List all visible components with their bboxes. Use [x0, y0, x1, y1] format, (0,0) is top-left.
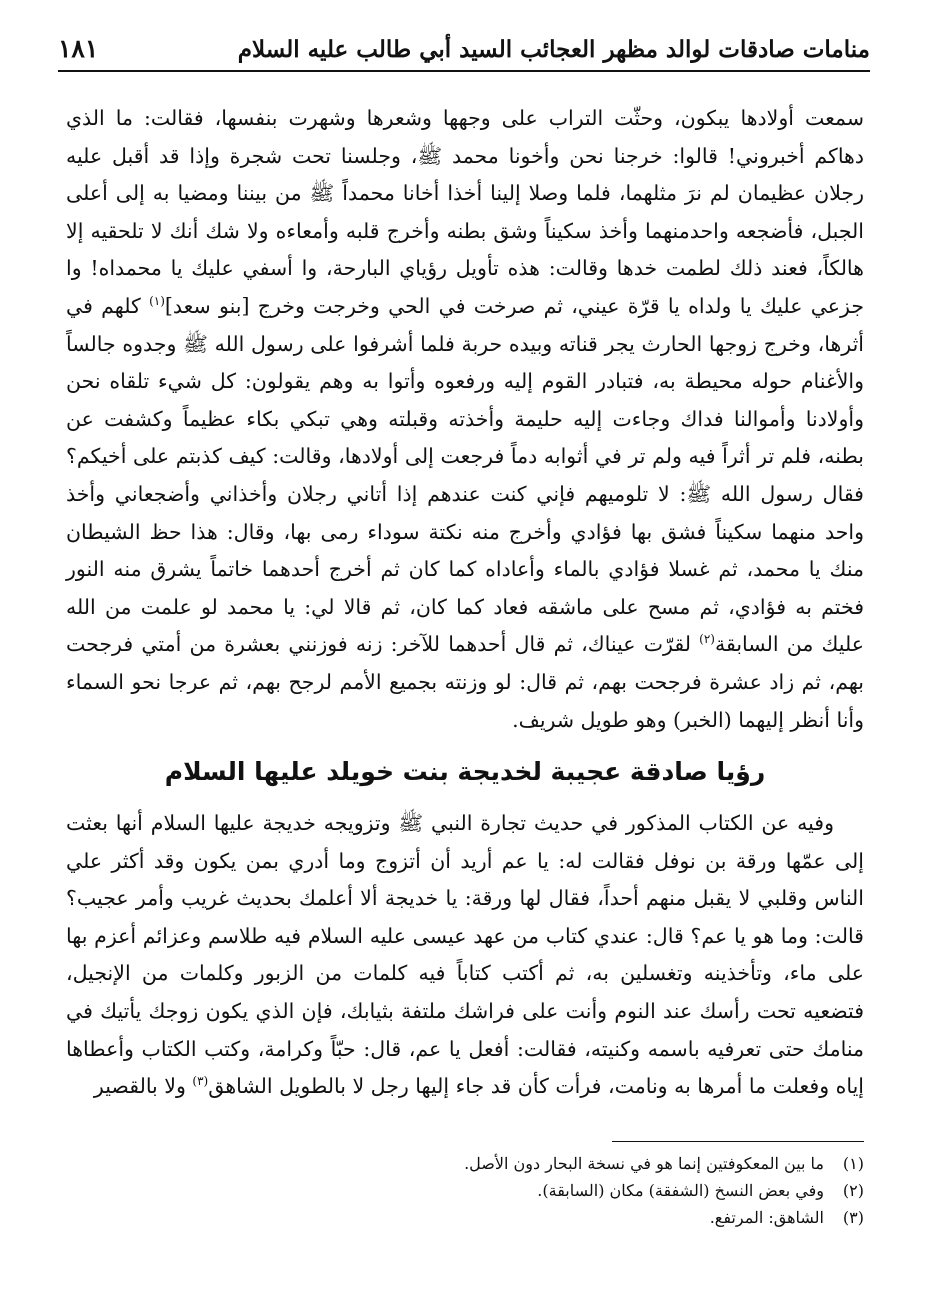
running-title: منامات صادقات لوالد مظهر العجائب السيد أبي طالب عليه السلام — [237, 36, 870, 63]
paragraph-2-end: ولا بالقصير — [93, 1074, 193, 1099]
footnotes — [66, 1150, 864, 1231]
footnote-text: وفي بعض النسخ (الشفقة) مكان (السابقة). — [537, 1181, 824, 1200]
page-number: ١٨١ — [58, 34, 99, 63]
footnote-item — [66, 1150, 864, 1177]
footnote-number: (٢) — [842, 1181, 864, 1200]
footnote-item — [66, 1204, 864, 1231]
paragraph-1 — [66, 100, 864, 739]
footnote-ref-3: (٣) — [192, 1074, 209, 1089]
main-text — [66, 100, 864, 1106]
footnote-ref-1: (١) — [149, 294, 165, 309]
page-header — [58, 28, 870, 72]
footnote-ref-2: (٢) — [699, 632, 715, 647]
paragraph-1-end: لقرّت عيناك، ثم قال أحدهما للآخر: زنه فوزنني بعشرة من أمتي فرجحت بهم، ثم زاد عشرة فرجحت بهم، ثم قال: لو وزنته بجميع الأمم لرجح بهم، ثم عرجا نحو السماء وأنا أنظر إليهما (الخبر) وهو طويل شريف. — [66, 632, 864, 732]
footnote-text: الشاهق: المرتفع. — [709, 1208, 824, 1227]
footnote-text: ما بين المعكوفتين إنما هو في نسخة البحار دون الأصل. — [464, 1154, 824, 1173]
footnote-number: (١) — [842, 1154, 864, 1173]
footnote-item — [66, 1177, 864, 1204]
paragraph-2 — [66, 805, 864, 1106]
paragraph-2-text: وفيه عن الكتاب المذكور في حديث تجارة النبي ﷺ وتزويجه خديجة عليها السلام أنها بعثت إلى عمّها ورقة بن نوفل فقالت له: يا عم أريد أن أتزوج وما أدري بمن يكون وقد أكثر علي الناس وقلبي لا يقبل منهم أحداً، فقال لها ورقة: يا خديجة ألا أعلمك بحديث غريب وأمر عجيب؟ قالت: وما هو يا عم؟ قال: عندي كتاب من عهد عيسى عليه السلام فيه طلاسم وعزائم أعزم بها على ماء، وتأخذينه وتغسلين به، ثم أكتب كتاباً فيه كلمات من الزبور وكلمات من الإنجيل، فتضعيه تحت رأسك عند النوم وأنت على فراشك ملتفة بثيابك، فإن الذي يكون زوجك يأتيك في منامك حتى تعرفيه باسمه وكنيته، فقالت: أفعل يا عم، قال: حبّاً وكرامة، وكتب الكتاب وأعطاها إياه وفعلت ما أمرها به ونامت، فرأت كأن قد جاء إليها رجل لا بالطويل الشاهق — [66, 811, 864, 1099]
paragraph-1-continued: كلهم في أثرها، وخرج زوجها الحارث يجر قناته وبيده حربة فلما أشرفوا على رسول الله ﷺ وجدوه جالساً والأغنام حوله محيطة به، فتبادر القوم إليه ورفعوه وأتوا به وهم يقولون: كل شيء تلقاه نحن وأولادنا وأموالنا فداك وجاءت إليه حليمة وأخذته وقبلته وهي تبكي بكاء عظيماً وكشفت عن بطنه، فلم تر أثراً فيه ولم تر في أثوابه دماً فرجعت إلى أولادها، وقالت: كيف كذبتم على أخيكم؟ فقال رسول الله ﷺ: لا تلوميهم فإني كنت عندهم إذا أتاني رجلان وأخذاني وأضجعاني وأخذ واحد منهما سكيناً فشق بها فؤادي وأخرج منه نكتة سوداء رمى بها، وقال: هذا حظ الشيطان منك يا محمد، ثم غسلا فؤادي بالماء وأعاداه كما كان ثم أخرج أحدهما خاتماً يشرق منه النور فختم به فؤادي، ثم مسح على ماشقه فعاد كما كان، ثم قالا لي: يا محمد لو علمت من الله عليك من السابقة — [66, 293, 864, 657]
section-heading: رؤيا صادقة عجيبة لخديجة بنت خويلد عليها السلام — [164, 757, 766, 787]
header-rule — [58, 70, 870, 72]
footnote-number: (٣) — [842, 1208, 864, 1227]
footnote-separator — [612, 1141, 864, 1142]
paragraph-1-text: سمعت أولادها يبكون، وحثّت التراب على وجهها وشعرها وشهرت بنفسها، فقالت: ما الذي دهاكم أخبروني! قالوا: خرجنا نحن وأخونا محمد ﷺ، وجلسنا تحت شجرة وإذا قد أقبل عليه رجلان عظيمان لم نرَ مثلهما، فلما وصلا إلينا أخذا أخانا محمداً ﷺ من بيننا ومضيا به إلى أعلى الجبل، فأضجعه واحدمنهما وأخذ سكيناً وشق بطنه وأخرج قلبه وأمعاءه ولا شك أنك لا تلحقيه إلا هالكاً، فعند ذلك لطمت خدها وقالت: هذه تأويل رؤياي البارحة، وا أسفي عليك يا محمداه! وا جزعي عليك يا ولداه يا قرّة عيني، ثم صرخت في الحي وخرجت وخرج [بنو سعد] — [66, 106, 864, 318]
